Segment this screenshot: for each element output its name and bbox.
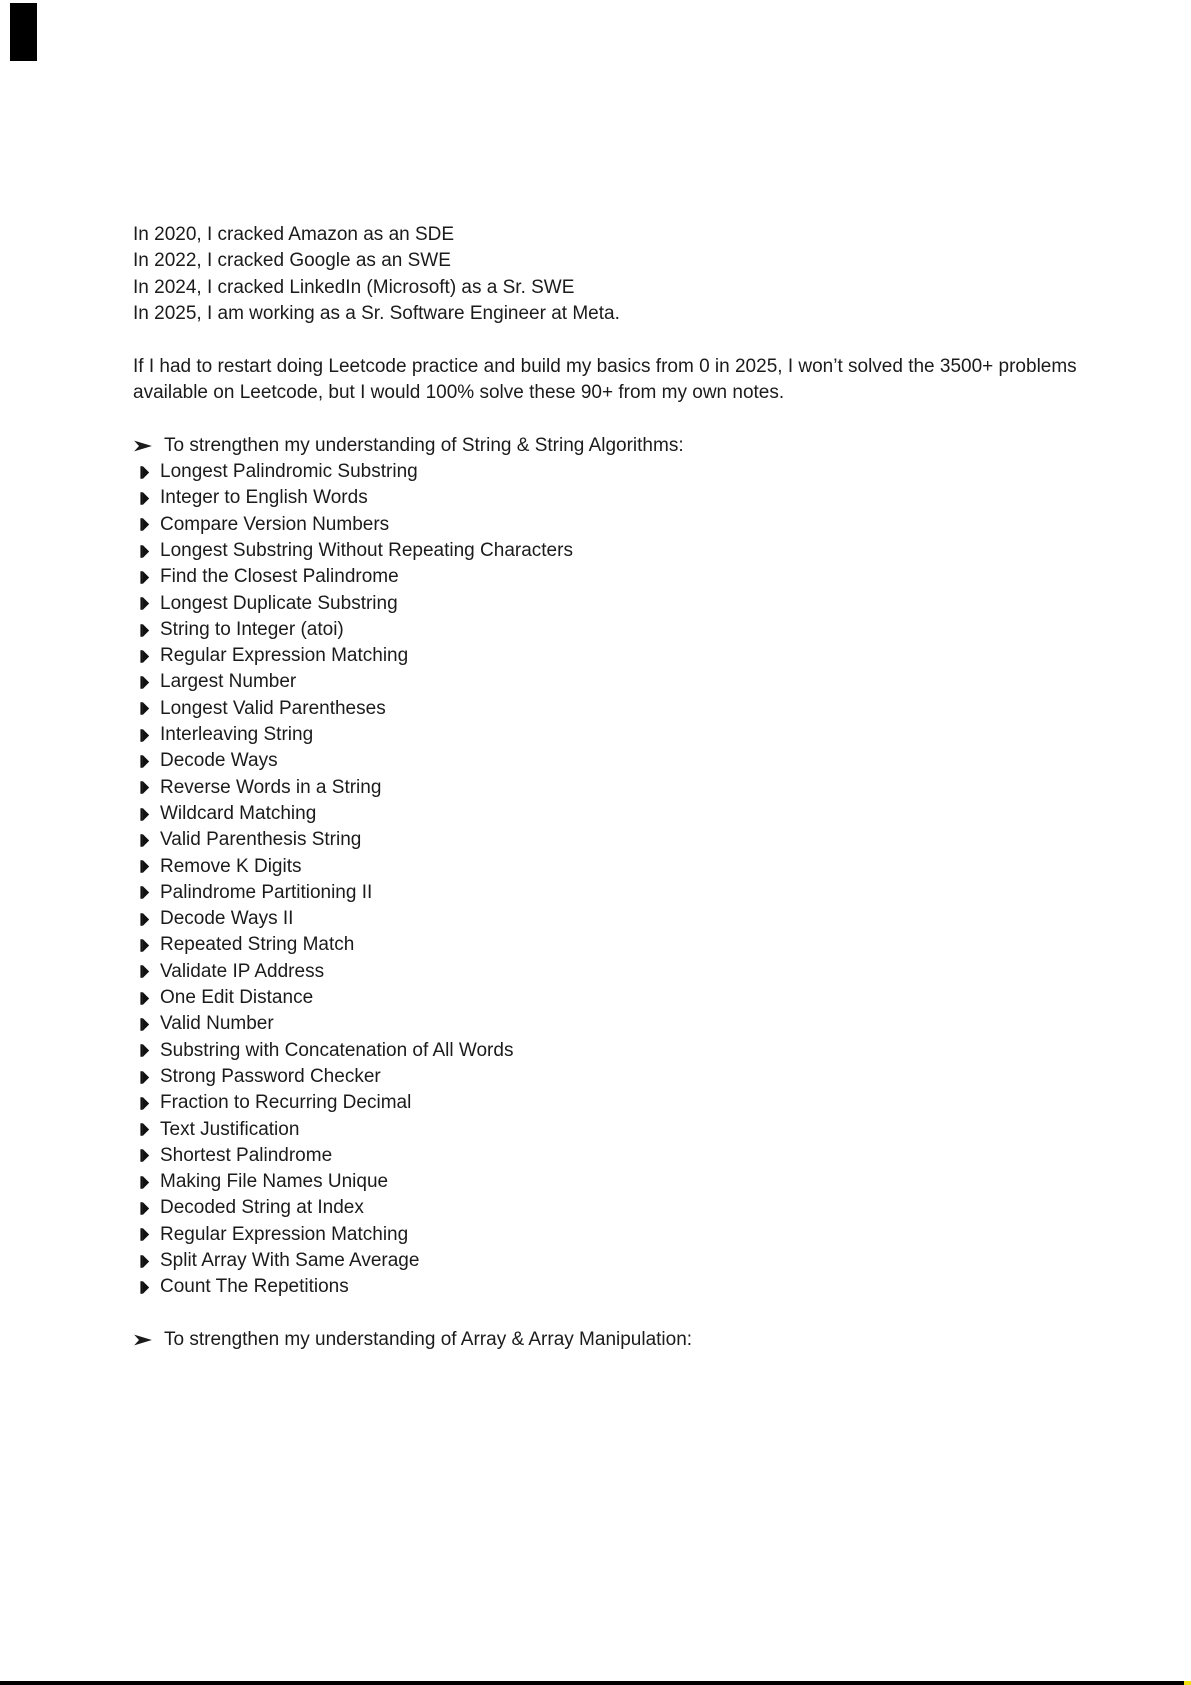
list-item [140,1011,1078,1037]
play-triangle-bullet-icon [140,807,150,822]
arrowhead-right-icon [133,438,153,454]
problem-title: Count The Repetitions [160,1276,349,1298]
play-triangle-bullet-icon [140,1201,150,1216]
play-triangle-bullet-icon [140,833,150,848]
play-triangle-bullet-icon [140,938,150,953]
list-item [140,1169,1078,1195]
intro-line: In 2025, I am working as a Sr. Software Engineer at Meta. [133,302,620,324]
intro-line: In 2020, I cracked Amazon as an SDE [133,224,455,245]
play-triangle-bullet-icon [140,544,150,559]
scan-artifact-bottom-bar [0,1681,1191,1685]
problem-title: Longest Palindromic Substring [160,461,418,483]
play-triangle-bullet-icon [140,964,150,979]
intro-line: In 2022, I cracked Google as an SWE [133,250,451,272]
problem-title: Regular Expression Matching [160,645,409,667]
section-heading-label: To strengthen my understanding of String & String Algorithms: [164,434,684,456]
document-content [133,222,1078,1353]
list-item [140,880,1078,906]
problem-title: Longest Substring Without Repeating Characters [160,539,573,561]
problem-title: Valid Parenthesis String [160,829,362,851]
problem-title: Integer to English Words [160,487,368,509]
play-triangle-bullet-icon [140,885,150,900]
play-triangle-bullet-icon [140,1227,150,1242]
list-item [140,1064,1078,1090]
play-triangle-bullet-icon [140,701,150,716]
list-item [140,1117,1078,1143]
list-item [140,959,1078,985]
list-item [140,1090,1078,1116]
play-triangle-bullet-icon [140,912,150,927]
intro-paragraph: If I had to restart doing Leetcode practice and build my basics from 0 in 2025, I won’t solved the 3500+ problems available on Leetcode, but I would 100% solve these 90+ from my own notes. [133,356,1077,404]
list-item [140,538,1078,564]
play-triangle-bullet-icon [140,570,150,585]
list-item [140,1195,1078,1221]
play-triangle-bullet-icon [140,675,150,690]
section-heading-strings [133,433,1078,459]
intro-block [133,222,1078,327]
list-item [140,827,1078,853]
problem-title: Remove K Digits [160,855,302,877]
problem-title: Shortest Palindrome [160,1144,333,1166]
problem-title: Regular Expression Matching [160,1223,409,1245]
play-triangle-bullet-icon [140,1017,150,1032]
problem-title: Find the Closest Palindrome [160,566,399,588]
problem-title: One Edit Distance [160,987,314,1009]
list-item [140,1222,1078,1248]
list-item [140,775,1078,801]
problem-title: Validate IP Address [160,960,325,982]
problem-title: Palindrome Partitioning II [160,881,373,903]
problem-title: Longest Valid Parentheses [160,697,386,719]
list-item [140,591,1078,617]
play-triangle-bullet-icon [140,991,150,1006]
list-item [140,1274,1078,1300]
play-triangle-bullet-icon [140,1175,150,1190]
problem-title: String to Integer (atoi) [160,618,344,640]
play-triangle-bullet-icon [140,780,150,795]
arrowhead-right-icon [133,1332,153,1348]
section-heading-label: To strengthen my understanding of Array & Array Manipulation: [164,1328,693,1350]
problem-title: Making File Names Unique [160,1171,389,1193]
list-item [140,748,1078,774]
list-item [140,906,1078,932]
list-item [140,696,1078,722]
play-triangle-bullet-icon [140,649,150,664]
list-item [140,801,1078,827]
section-heading-arrays [133,1327,1078,1353]
problem-title: Longest Duplicate Substring [160,592,398,614]
intro-line: In 2024, I cracked LinkedIn (Microsoft) as a Sr. SWE [133,276,575,298]
problem-title: Split Array With Same Average [160,1249,420,1271]
play-triangle-bullet-icon [140,517,150,532]
problem-title: Substring with Concatenation of All Words [160,1039,514,1061]
play-triangle-bullet-icon [140,491,150,506]
play-triangle-bullet-icon [140,1070,150,1085]
list-item [140,722,1078,748]
play-triangle-bullet-icon [140,728,150,743]
list-item [140,932,1078,958]
problem-title: Wildcard Matching [160,802,317,824]
problem-title: Decode Ways II [160,908,294,930]
list-item [140,617,1078,643]
problem-title: Largest Number [160,671,297,693]
problem-title: Decode Ways [160,750,278,772]
list-item [140,669,1078,695]
problem-title: Compare Version Numbers [160,513,390,535]
play-triangle-bullet-icon [140,1043,150,1058]
string-problems-list [133,459,1078,1301]
problem-title: Valid Number [160,1013,274,1035]
play-triangle-bullet-icon [140,754,150,769]
list-item [140,459,1078,485]
play-triangle-bullet-icon [140,859,150,874]
scan-artifact-bottom-bar-tip [1184,1681,1191,1685]
problem-title: Strong Password Checker [160,1065,381,1087]
list-item [140,854,1078,880]
list-item [140,512,1078,538]
play-triangle-bullet-icon [140,1148,150,1163]
play-triangle-bullet-icon [140,1122,150,1137]
play-triangle-bullet-icon [140,1254,150,1269]
problem-title: Fraction to Recurring Decimal [160,1092,412,1114]
problem-title: Text Justification [160,1118,300,1140]
problem-title: Repeated String Match [160,934,355,956]
problem-title: Reverse Words in a String [160,776,382,798]
list-item [140,485,1078,511]
list-item [140,985,1078,1011]
scan-artifact-top-left [10,3,37,61]
list-item [140,564,1078,590]
list-item [140,1143,1078,1169]
list-item [140,1038,1078,1064]
play-triangle-bullet-icon [140,1096,150,1111]
play-triangle-bullet-icon [140,596,150,611]
problem-title: Decoded String at Index [160,1197,364,1219]
list-item [140,643,1078,669]
problem-title: Interleaving String [160,724,314,746]
play-triangle-bullet-icon [140,465,150,480]
play-triangle-bullet-icon [140,623,150,638]
list-item [140,1248,1078,1274]
play-triangle-bullet-icon [140,1280,150,1295]
